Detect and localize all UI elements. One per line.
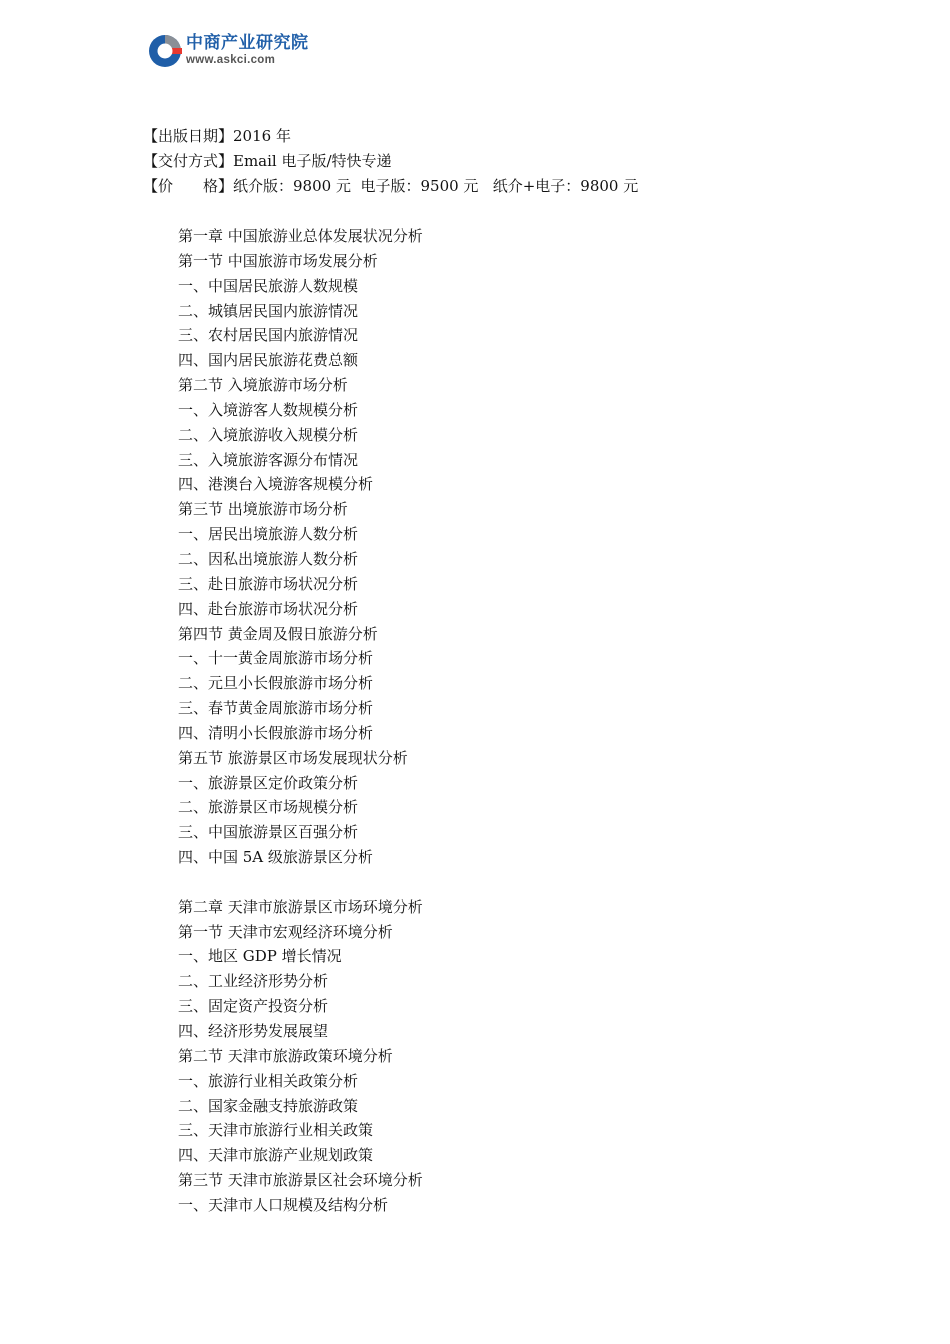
toc-chapter-2: 第二章 天津市旅游景区市场环境分析 <box>178 897 423 916</box>
company-logo <box>148 34 309 68</box>
toc-item: 四、清明小长假旅游市场分析 <box>178 723 374 742</box>
toc-item: 二、工业经济形势分析 <box>178 972 329 991</box>
price-info: 【价 格】纸介版：9800 元 电子版：9500 元 纸介+电子：9800 元 <box>143 177 639 195</box>
toc-item: 四、天津市旅游产业规划政策 <box>178 1146 374 1165</box>
toc-section: 第四节 黄金周及假日旅游分析 <box>178 624 378 643</box>
toc-item: 一、中国居民旅游人数规模 <box>178 276 359 295</box>
toc-section: 第二节 天津市旅游政策环境分析 <box>178 1046 393 1065</box>
toc-item: 一、旅游景区定价政策分析 <box>178 773 359 792</box>
toc-item: 三、春节黄金周旅游市场分析 <box>178 699 374 718</box>
toc-item: 四、赴台旅游市场状况分析 <box>178 599 359 618</box>
toc-item: 二、因私出境旅游人数分析 <box>178 549 359 568</box>
toc-item: 二、旅游景区市场规模分析 <box>178 798 359 817</box>
toc-item: 三、中国旅游景区百强分析 <box>178 823 359 842</box>
toc-item: 二、元旦小长假旅游市场分析 <box>178 674 374 693</box>
toc-section: 第三节 天津市旅游景区社会环境分析 <box>178 1171 423 1190</box>
toc-item: 四、国内居民旅游花费总额 <box>178 351 359 370</box>
toc-spacer <box>178 870 423 895</box>
toc-chapter-1: 第一章 中国旅游业总体发展状况分析 <box>178 227 423 245</box>
toc-item: 四、中国 5A 级旅游景区分析 <box>178 848 373 867</box>
toc-item: 一、居民出境旅游人数分析 <box>178 525 359 544</box>
delivery-method: 【交付方式】Email 电子版/特快专递 <box>143 152 392 170</box>
logo-url: www.askci.com <box>186 54 276 67</box>
toc-item: 三、固定资产投资分析 <box>178 997 329 1016</box>
toc-item: 四、经济形势发展展望 <box>178 1022 329 1040</box>
toc-item: 一、地区 GDP 增长情况 <box>178 947 342 966</box>
toc-section: 第一节 中国旅游市场发展分析 <box>178 251 378 270</box>
toc-item: 三、天津市旅游行业相关政策 <box>178 1121 374 1140</box>
toc-section: 第五节 旅游景区市场发展现状分析 <box>178 748 408 767</box>
toc-item: 一、入境游客人数规模分析 <box>178 400 359 419</box>
toc-item: 二、入境旅游收入规模分析 <box>178 425 359 444</box>
toc-section: 第一节 天津市宏观经济环境分析 <box>178 922 393 941</box>
logo-name: 中商产业研究院 <box>186 33 309 54</box>
logo-mark-icon <box>148 34 182 68</box>
toc-item: 四、港澳台入境游客规模分析 <box>178 475 374 494</box>
toc-item: 二、城镇居民国内旅游情况 <box>178 301 359 320</box>
toc-section: 第三节 出境旅游市场分析 <box>178 500 348 519</box>
toc-section: 第二节 入境旅游市场分析 <box>178 376 348 395</box>
toc-item: 三、农村居民国内旅游情况 <box>178 326 359 345</box>
toc-item: 三、入境旅游客源分布情况 <box>178 450 359 469</box>
publish-date: 【出版日期】2016 年 <box>143 127 291 145</box>
table-of-contents <box>178 224 423 1218</box>
toc-item: 一、旅游行业相关政策分析 <box>178 1071 359 1090</box>
toc-item: 三、赴日旅游市场状况分析 <box>178 574 359 593</box>
publication-info <box>143 124 638 199</box>
toc-item: 一、十一黄金周旅游市场分析 <box>178 649 374 668</box>
toc-item: 一、天津市人口规模及结构分析 <box>178 1195 389 1214</box>
toc-item: 二、国家金融支持旅游政策 <box>178 1096 359 1115</box>
